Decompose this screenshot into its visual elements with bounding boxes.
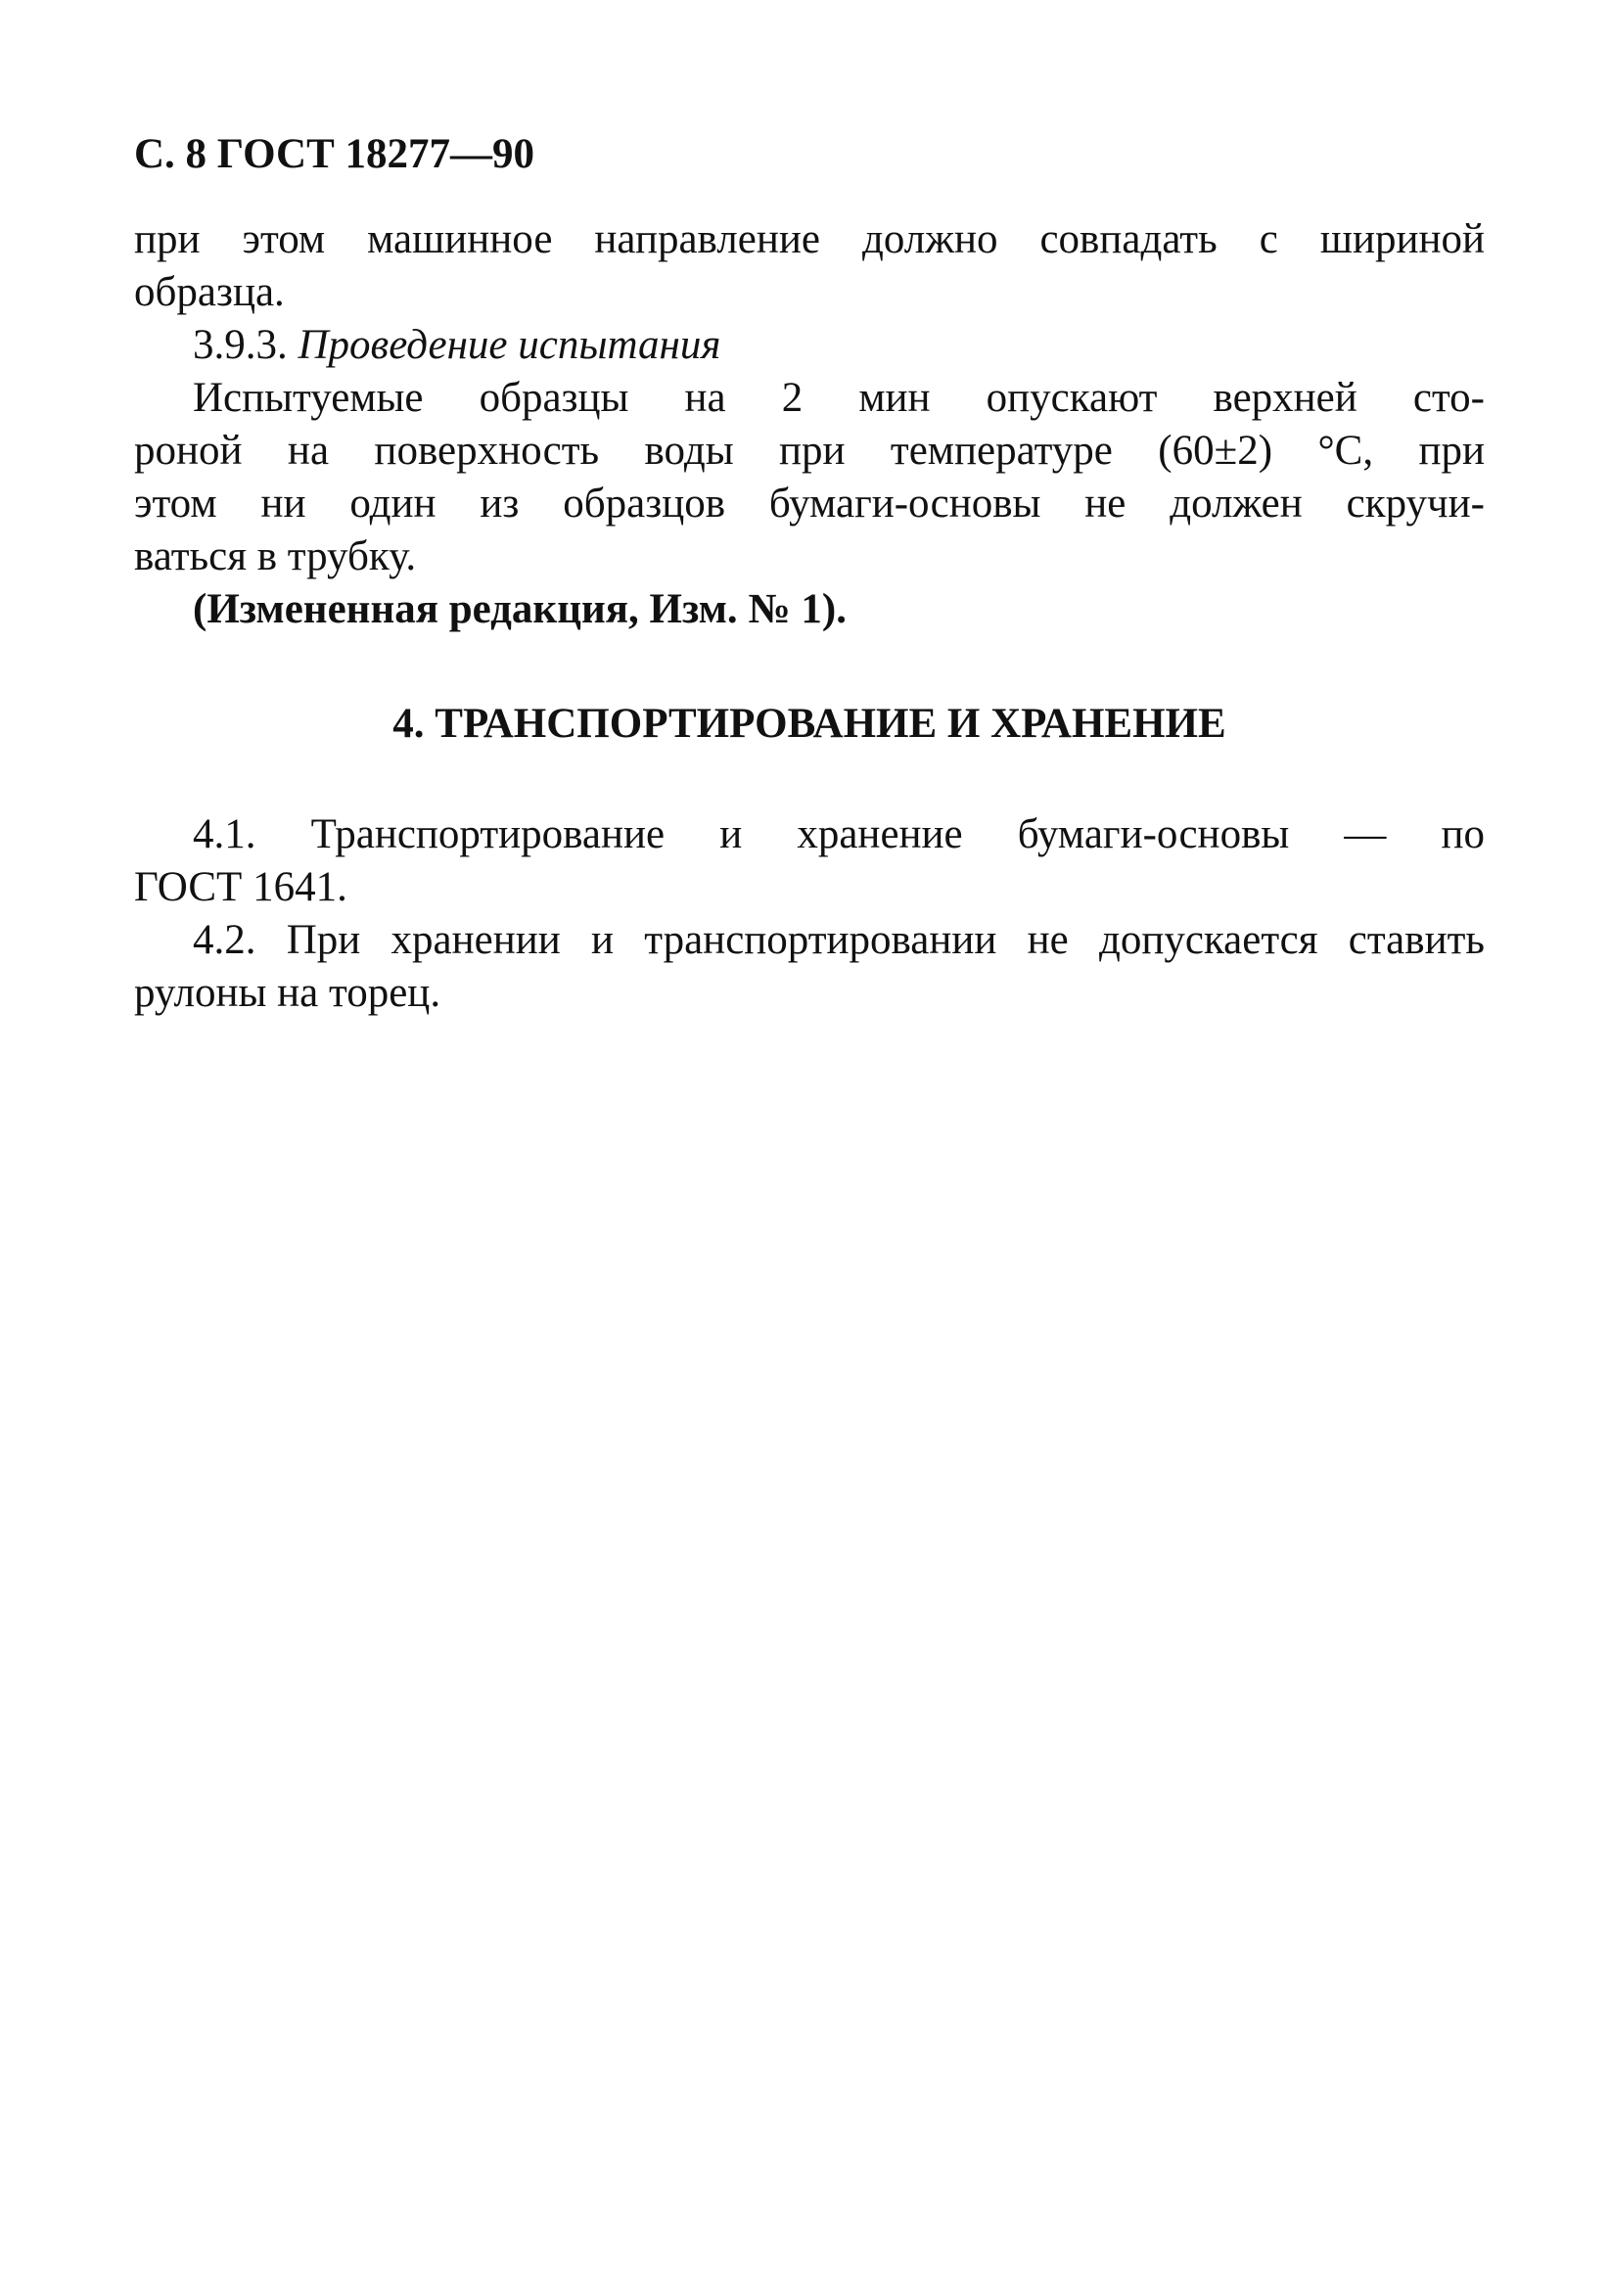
subsection-heading bbox=[134, 319, 1485, 372]
paragraph-4-1 bbox=[134, 808, 1485, 914]
section-title: 4. ТРАНСПОРТИРОВАНИЕ И ХРАНЕНИЕ bbox=[392, 701, 1226, 747]
text-line: образца. bbox=[134, 269, 285, 315]
amendment-note: (Измененная редакция, Изм. № 1). bbox=[193, 586, 847, 632]
subsection-number: 3.9.3. bbox=[193, 322, 288, 368]
text-line: рулоны на торец. bbox=[134, 970, 441, 1016]
text-line: ваться в трубку. bbox=[134, 533, 417, 579]
text-line: 4.1. Транспортирование и хранение бумаги-основы — по bbox=[193, 811, 1485, 857]
text-line: роной на поверхность воды при температуре (60±2) °С, при bbox=[134, 428, 1485, 474]
paragraph-4-2 bbox=[134, 914, 1485, 1020]
continuation-paragraph bbox=[134, 213, 1485, 319]
text-line: Испытуемые образцы на 2 мин опускают верхней сто- bbox=[193, 375, 1485, 421]
page-header: С. 8 ГОСТ 18277—90 bbox=[134, 131, 535, 177]
text-line: 4.2. При хранении и транспортировании не допускается ставить bbox=[193, 917, 1485, 963]
document-page bbox=[134, 125, 1485, 1020]
subsection-title: Проведение испытания bbox=[298, 322, 721, 368]
text-line: ГОСТ 1641. bbox=[134, 864, 347, 910]
test-paragraph bbox=[134, 372, 1485, 583]
text-line: при этом машинное направление должно совпадать с шириной bbox=[134, 216, 1485, 262]
text-line: этом ни один из образцов бумаги-основы не должен скручи- bbox=[134, 481, 1485, 527]
